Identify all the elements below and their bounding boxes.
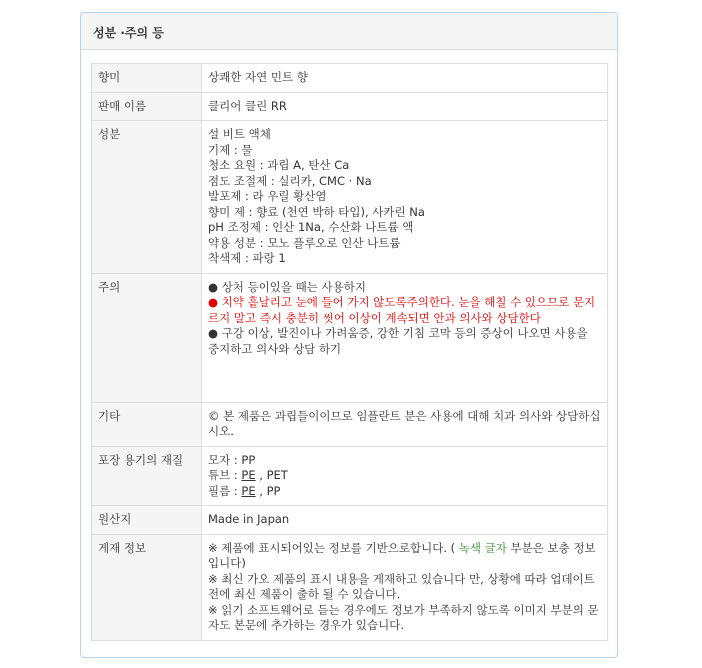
- ingredient-line: 향미 제 : 향료 (천연 박하 타입), 사카린 Na: [208, 204, 425, 219]
- table-row: [92, 446, 608, 506]
- caution-line: ● 상처 등이있을 때는 사용하지: [208, 279, 366, 294]
- pe-link[interactable]: PE: [241, 483, 256, 498]
- info-text-part: ※ 제품에 표시되어있는 정보를 기반으로합니다. (: [208, 540, 459, 555]
- ingredient-line: 점도 조절제 : 실리카, CMC · Na: [208, 173, 372, 188]
- panel-title: 성분 ·주의 등: [81, 13, 617, 50]
- packaging-prefix: 튜브 :: [208, 468, 242, 482]
- info-paragraph: [208, 541, 601, 572]
- packaging-line: [208, 468, 601, 484]
- spec-table: [91, 63, 608, 641]
- ingredient-line: 설 비트 액체: [208, 127, 271, 141]
- row-value: 상쾌한 자연 민트 향: [202, 64, 608, 93]
- packaging-suffix: , PP: [255, 483, 281, 498]
- row-label: 포장 용기의 재질: [92, 446, 202, 506]
- ingredients-panel: [80, 12, 618, 658]
- row-label: 향미: [92, 64, 202, 93]
- ingredient-list: [202, 121, 608, 274]
- row-label: 기타: [92, 402, 202, 446]
- row-label: 판매 이름: [92, 92, 202, 121]
- row-value: Made in Japan: [202, 506, 608, 535]
- ingredient-line: pH 조정제 : 인산 1Na, 수산화 나트륨 액: [208, 220, 414, 234]
- packaging-line: 모자 : PP: [208, 452, 256, 467]
- ingredient-line: 발포제 : 라 우릴 황산염: [208, 189, 327, 203]
- packaging-line: [208, 484, 601, 500]
- caution-text: [202, 273, 608, 402]
- caution-warning: ● 치약 흩날리고 눈에 들어 가지 않도록주의한다. 눈을 해칠 수 있으므로 문지르지 말고 즉시 충분히 씻어 이상이 계속되면 안과 의사와 상담한다: [208, 295, 596, 325]
- table-row: [92, 273, 608, 402]
- info-paragraph: ※ 최신 가오 제품의 표시 내용을 게재하고 있습니다 만, 상황에 따라 업데이트 전에 최신 제품이 출하 될 수 있습니다.: [208, 571, 595, 601]
- ingredient-line: 약용 성분 : 모노 플루오로 인산 나트륨: [208, 235, 401, 250]
- row-label: 주의: [92, 273, 202, 402]
- row-label: 성분: [92, 121, 202, 274]
- ingredient-line: 기제 : 물: [208, 142, 253, 157]
- table-row: [92, 92, 608, 121]
- row-label: 게재 정보: [92, 534, 202, 640]
- pe-link[interactable]: PE: [241, 468, 256, 482]
- table-row: [92, 506, 608, 535]
- row-label: 원산지: [92, 506, 202, 535]
- ingredient-line: 착색제 : 파랑 1: [208, 251, 286, 265]
- row-value: © 본 제품은 과립들이이므로 임플란트 분은 사용에 대해 치과 의사와 상담하십시오.: [202, 402, 608, 446]
- table-row: [92, 534, 608, 640]
- packaging-suffix: , PET: [255, 468, 288, 482]
- info-text-part: 부분은 보충 정보입니다): [208, 540, 596, 570]
- info-text: [202, 534, 608, 640]
- table-row: [92, 64, 608, 93]
- ingredient-line: 청소 요원 : 과립 A, 탄산 Ca: [208, 158, 350, 172]
- green-note: 녹색 글자: [458, 540, 507, 555]
- table-row: [92, 402, 608, 446]
- caution-line: ● 구강 이상, 발진이나 가려움증, 강한 기침 코막 등의 증상이 나오면 사용을 중지하고 의사와 상담 하기: [208, 326, 588, 356]
- packaging-list: [202, 446, 608, 506]
- packaging-prefix: 필름 :: [208, 483, 242, 498]
- info-paragraph: ※ 읽기 소프트웨어로 듣는 경우에도 정보가 부족하지 않도록 이미지 부분의 문자도 본문에 추가하는 경우가 있습니다.: [208, 602, 599, 632]
- table-row: [92, 121, 608, 274]
- row-value: 클리어 클린 RR: [202, 92, 608, 121]
